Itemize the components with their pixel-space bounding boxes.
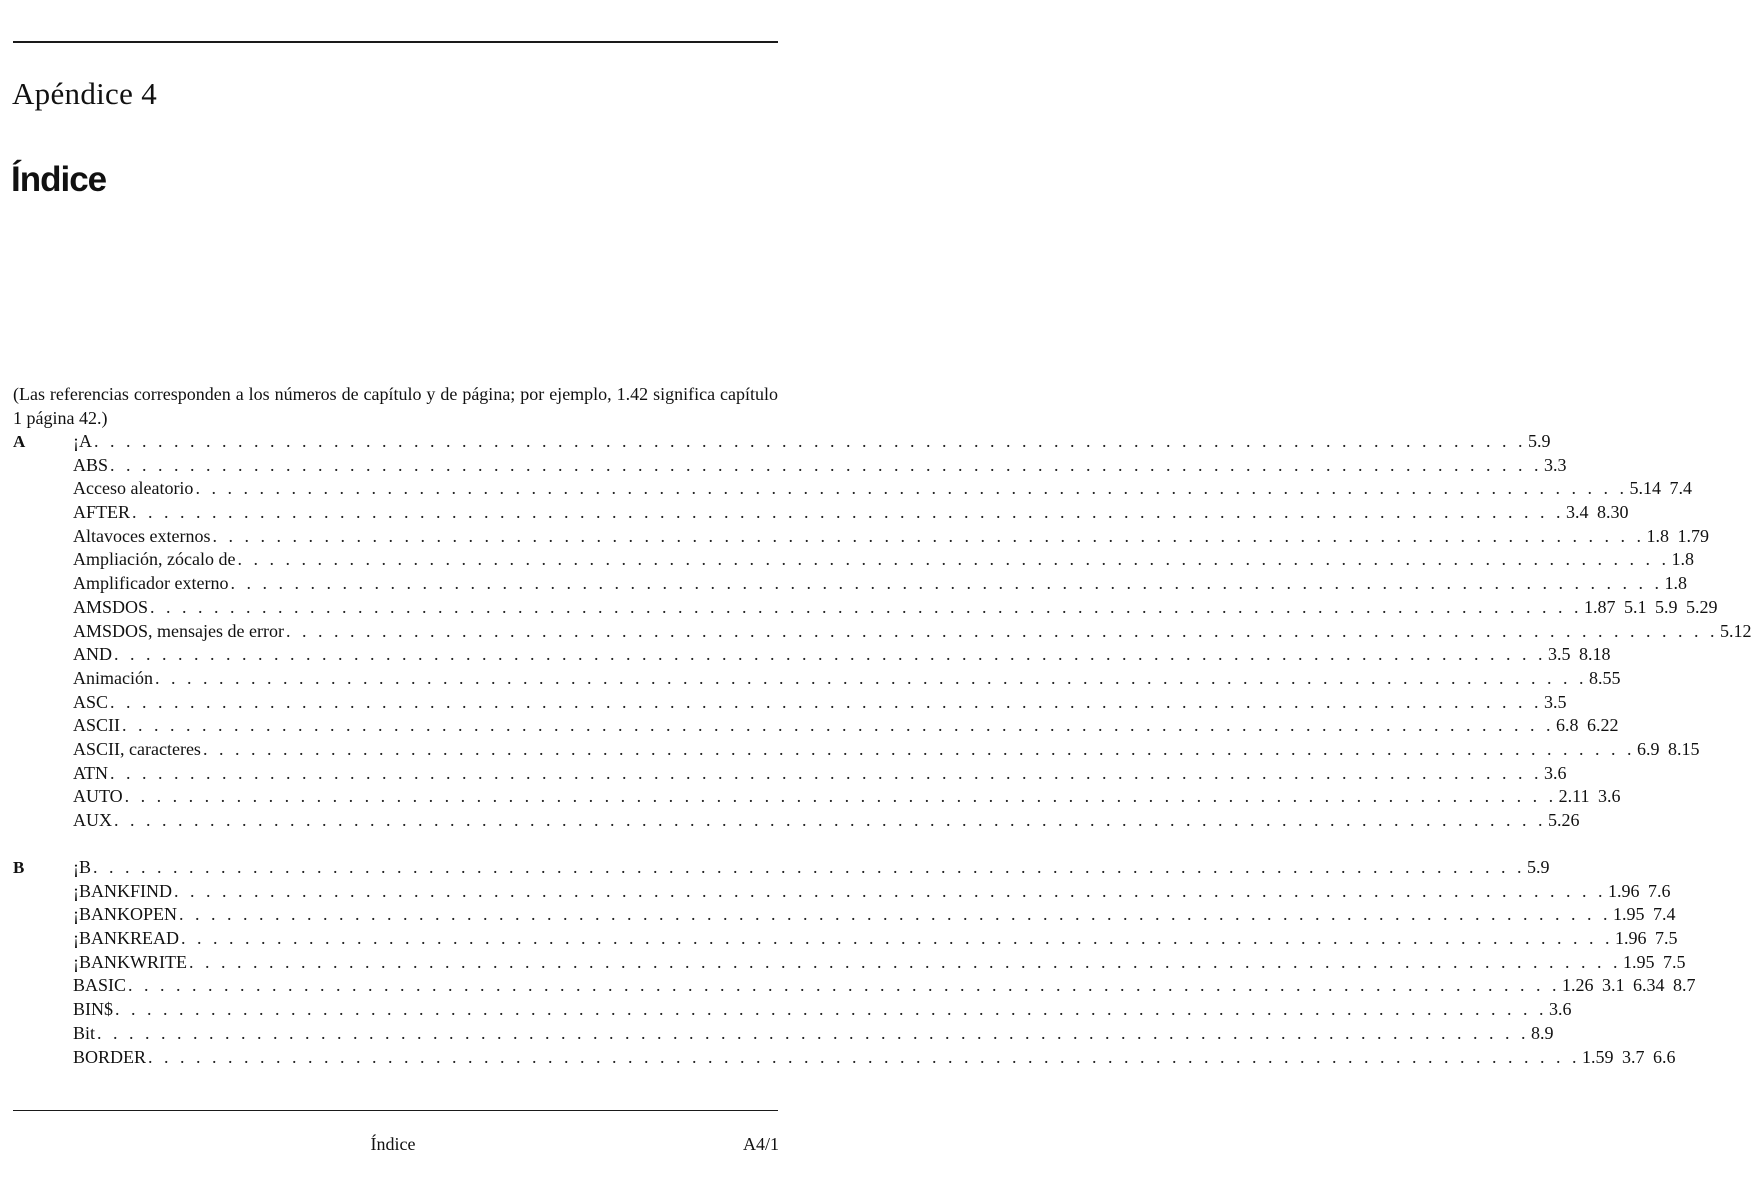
index-page-refs: 8.55 bbox=[1588, 667, 1621, 688]
index-entry bbox=[73, 430, 1551, 454]
dot-leader: . . . . . . . . . . . . . . . . . . . . . . . . . . . . . . . . . . . . . . . . . . . . . . . . . . . . . . . . . . . . . . . . . . . . . . . . . . . . . . . . . . . . . . . . . . bbox=[212, 525, 1645, 546]
index-term: ABS bbox=[73, 454, 109, 475]
dot-leader: . . . . . . . . . . . . . . . . . . . . . . . . . . . . . . . . . . . . . . . . . . . . . . . . . . . . . . . . . . . . . . . . . . . . . . . . . . . . . . . . . . . . . . . . . . bbox=[237, 549, 1670, 570]
index-term: Animación bbox=[73, 667, 153, 688]
index-term: BASIC bbox=[73, 975, 127, 996]
index-term: BORDER bbox=[73, 1046, 147, 1067]
index-entry bbox=[73, 620, 1751, 644]
index-page-refs: 1.26 3.1 6.34 8.7 bbox=[1562, 975, 1696, 996]
index-page-refs: 1.59 3.7 6.6 bbox=[1582, 1046, 1676, 1067]
dot-leader: . . . . . . . . . . . . . . . . . . . . . . . . . . . . . . . . . . . . . . . . . . . . . . . . . . . . . . . . . . . . . . . . . . . . . . . . . . . . . . . . . . . . . . . . . . bbox=[114, 644, 1546, 665]
index-entry bbox=[73, 643, 1611, 667]
index-page-refs: 3.6 bbox=[1549, 999, 1572, 1020]
index-page-refs: 5.26 bbox=[1548, 810, 1580, 830]
appendix-heading: Apéndice 4 bbox=[12, 76, 158, 111]
index-term: ¡A bbox=[73, 431, 92, 451]
index-entry bbox=[73, 525, 1709, 549]
index-term: ¡BANKFIND bbox=[73, 880, 172, 901]
index-term: Bit bbox=[73, 1022, 96, 1043]
index-entry bbox=[73, 974, 1696, 998]
index-page-refs: 1.8 1.79 bbox=[1646, 525, 1709, 546]
index-term: AUTO bbox=[73, 786, 123, 807]
index-entries bbox=[13, 856, 1696, 1069]
group-letter: B bbox=[13, 858, 25, 877]
index-page-refs: 1.95 7.5 bbox=[1622, 951, 1686, 972]
index-term: ¡B bbox=[73, 857, 91, 877]
dot-leader: . . . . . . . . . . . . . . . . . . . . . . . . . . . . . . . . . . . . . . . . . . . . . . . . . . . . . . . . . . . . . . . . . . . . . . . . . . . . . . . . . . . . . . . . . . bbox=[110, 691, 1543, 712]
dot-leader: . . . . . . . . . . . . . . . . . . . . . . . . . . . . . . . . . . . . . . . . . . . . . . . . . . . . . . . . . . . . . . . . . . . . . . . . . . . . . . . . . . . . . . . . . . bbox=[230, 573, 1663, 594]
dot-leader: . . . . . . . . . . . . . . . . . . . . . . . . . . . . . . . . . . . . . . . . . . . . . . . . . . . . . . . . . . . . . . . . . . . . . . . . . . . . . . . . . . . . . . . . . . bbox=[114, 810, 1546, 830]
index-page-refs: 1.87 5.1 5.9 5.29 bbox=[1584, 596, 1718, 617]
group-letter: A bbox=[13, 432, 26, 451]
index-term: ASCII bbox=[73, 715, 121, 736]
index-term: ¡BANKREAD bbox=[73, 928, 179, 949]
index-page-refs: 1.8 bbox=[1671, 549, 1694, 570]
index-term: Altavoces externos bbox=[73, 525, 211, 546]
index-entry bbox=[73, 454, 1567, 478]
index-term: ASC bbox=[73, 691, 109, 712]
index-entry bbox=[73, 572, 1687, 596]
dot-leader: . . . . . . . . . . . . . . . . . . . . . . . . . . . . . . . . . . . . . . . . . . . . . . . . . . . . . . . . . . . . . . . . . . . . . . . . . . . . . . . . . . . . . . . . . . bbox=[285, 620, 1718, 641]
dot-leader: . . . . . . . . . . . . . . . . . . . . . . . . . . . . . . . . . . . . . . . . . . . . . . . . . . . . . . . . . . . . . . . . . . . . . . . . . . . . . . . . . . . . . . . . . . bbox=[195, 478, 1628, 499]
index-page-refs: 1.8 bbox=[1664, 573, 1687, 594]
index-page-refs: 3.3 bbox=[1544, 454, 1567, 475]
index-term: ¡BANKWRITE bbox=[73, 951, 187, 972]
index-page-refs: 1.95 7.4 bbox=[1613, 904, 1676, 925]
index-entry bbox=[73, 667, 1621, 691]
page-title: Índice bbox=[11, 160, 107, 199]
dot-leader: . . . . . . . . . . . . . . . . . . . . . . . . . . . . . . . . . . . . . . . . . . . . . . . . . . . . . . . . . . . . . . . . . . . . . . . . . . . . . . . . . . . . . . . . . . bbox=[154, 667, 1587, 688]
index-entry bbox=[73, 738, 1700, 762]
dot-leader: . . . . . . . . . . . . . . . . . . . . . . . . . . . . . . . . . . . . . . . . . . . . . . . . . . . . . . . . . . . . . . . . . . . . . . . . . . . . . . . . . . . . . . . . . . bbox=[93, 857, 1525, 877]
dot-leader: . . . . . . . . . . . . . . . . . . . . . . . . . . . . . . . . . . . . . . . . . . . . . . . . . . . . . . . . . . . . . . . . . . . . . . . . . . . . . . . . . . . . . . . . . . bbox=[110, 762, 1542, 783]
index-page-refs: 3.4 8.30 bbox=[1566, 502, 1629, 523]
index-entry bbox=[73, 477, 1692, 501]
index-term: ASCII, caracteres bbox=[73, 738, 201, 759]
index-entry bbox=[73, 880, 1671, 904]
index-term: AMSDOS, mensajes de error bbox=[73, 620, 284, 641]
dot-leader: . . . . . . . . . . . . . . . . . . . . . . . . . . . . . . . . . . . . . . . . . . . . . . . . . . . . . . . . . . . . . . . . . . . . . . . . . . . . . . . . . . . . . . . . . . bbox=[150, 596, 1583, 617]
index-entry bbox=[73, 501, 1629, 525]
index-page-refs: 3.6 bbox=[1544, 762, 1567, 783]
dot-leader: . . . . . . . . . . . . . . . . . . . . . . . . . . . . . . . . . . . . . . . . . . . . . . . . . . . . . . . . . . . . . . . . . . . . . . . . . . . . . . . . . . . . . . . . . . bbox=[148, 1046, 1581, 1067]
index-term: AND bbox=[73, 644, 112, 665]
index-term: AUX bbox=[73, 810, 112, 830]
index-term: Acceso aleatorio bbox=[73, 478, 194, 499]
index-entries bbox=[13, 430, 1751, 833]
index-entry bbox=[73, 596, 1718, 620]
index-page-refs: 2.11 3.6 bbox=[1558, 786, 1621, 807]
index-term: Amplificador externo bbox=[73, 573, 229, 594]
index-term: ATN bbox=[73, 762, 108, 783]
dot-leader: . . . . . . . . . . . . . . . . . . . . . . . . . . . . . . . . . . . . . . . . . . . . . . . . . . . . . . . . . . . . . . . . . . . . . . . . . . . . . . . . . . . . . . . . . . bbox=[122, 715, 1555, 736]
index-page-refs: 1.96 7.6 bbox=[1608, 880, 1671, 901]
index-entry bbox=[73, 548, 1694, 572]
index-entry bbox=[73, 1022, 1554, 1046]
index-entry bbox=[73, 1046, 1676, 1070]
index-group-b bbox=[13, 856, 1696, 1069]
index-entry bbox=[73, 809, 1580, 833]
index-entry bbox=[73, 951, 1686, 975]
index-page-refs: 3.5 8.18 bbox=[1548, 644, 1611, 665]
dot-leader: . . . . . . . . . . . . . . . . . . . . . . . . . . . . . . . . . . . . . . . . . . . . . . . . . . . . . . . . . . . . . . . . . . . . . . . . . . . . . . . . . . . . . . . . . . bbox=[181, 928, 1613, 949]
index-term: ¡BANKOPEN bbox=[73, 904, 178, 925]
index-term: BIN$ bbox=[73, 999, 113, 1020]
index-term: AFTER bbox=[73, 502, 131, 523]
index-entry bbox=[73, 927, 1678, 951]
intro-note: (Las referencias corresponden a los números de capítulo y de página; por ejemplo, 1.42 significa capítulo 1 página 42.) bbox=[13, 384, 778, 428]
dot-leader: . . . . . . . . . . . . . . . . . . . . . . . . . . . . . . . . . . . . . . . . . . . . . . . . . . . . . . . . . . . . . . . . . . . . . . . . . . . . . . . . . . . . . . . . . . bbox=[202, 738, 1635, 759]
dot-leader: . . . . . . . . . . . . . . . . . . . . . . . . . . . . . . . . . . . . . . . . . . . . . . . . . . . . . . . . . . . . . . . . . . . . . . . . . . . . . . . . . . . . . . . . . . bbox=[188, 951, 1621, 972]
index-page-refs: 5.9 bbox=[1528, 431, 1551, 451]
dot-leader: . . . . . . . . . . . . . . . . . . . . . . . . . . . . . . . . . . . . . . . . . . . . . . . . . . . . . . . . . . . . . . . . . . . . . . . . . . . . . . . . . . . . . . . . . . bbox=[94, 431, 1526, 451]
footer-page-number: A4/1 bbox=[743, 1134, 779, 1154]
index-entry bbox=[73, 762, 1567, 786]
index-entry bbox=[73, 998, 1572, 1022]
dot-leader: . . . . . . . . . . . . . . . . . . . . . . . . . . . . . . . . . . . . . . . . . . . . . . . . . . . . . . . . . . . . . . . . . . . . . . . . . . . . . . . . . . . . . . . . . . bbox=[179, 904, 1612, 925]
index-entry bbox=[73, 903, 1676, 927]
index-page-refs: 5.12 bbox=[1719, 620, 1751, 641]
index-page-refs: 6.8 6.22 bbox=[1556, 715, 1619, 736]
index-entry bbox=[73, 691, 1567, 715]
index-page-refs: 1.96 7.5 bbox=[1615, 928, 1678, 949]
index-page-refs: 6.9 8.15 bbox=[1636, 738, 1700, 759]
footer-section-title: Índice bbox=[370, 1134, 416, 1154]
index-page-refs: 3.5 bbox=[1544, 691, 1567, 712]
dot-leader: . . . . . . . . . . . . . . . . . . . . . . . . . . . . . . . . . . . . . . . . . . . . . . . . . . . . . . . . . . . . . . . . . . . . . . . . . . . . . . . . . . . . . . . . . . bbox=[174, 880, 1606, 901]
dot-leader: . . . . . . . . . . . . . . . . . . . . . . . . . . . . . . . . . . . . . . . . . . . . . . . . . . . . . . . . . . . . . . . . . . . . . . . . . . . . . . . . . . . . . . . . . . bbox=[97, 1022, 1530, 1043]
dot-leader: . . . . . . . . . . . . . . . . . . . . . . . . . . . . . . . . . . . . . . . . . . . . . . . . . . . . . . . . . . . . . . . . . . . . . . . . . . . . . . . . . . . . . . . . . . bbox=[110, 454, 1543, 475]
index-page-refs: 5.9 bbox=[1527, 857, 1550, 877]
index-page-refs: 5.14 7.4 bbox=[1629, 478, 1692, 499]
index-entry bbox=[73, 856, 1550, 880]
top-rule bbox=[13, 41, 778, 43]
index-entry bbox=[73, 714, 1619, 738]
bottom-rule bbox=[13, 1110, 778, 1111]
index-entry bbox=[73, 785, 1621, 809]
index-page-refs: 8.9 bbox=[1531, 1022, 1554, 1043]
index-term: AMSDOS bbox=[73, 596, 149, 617]
dot-leader: . . . . . . . . . . . . . . . . . . . . . . . . . . . . . . . . . . . . . . . . . . . . . . . . . . . . . . . . . . . . . . . . . . . . . . . . . . . . . . . . . . . . . . . . . . bbox=[115, 999, 1547, 1020]
dot-leader: . . . . . . . . . . . . . . . . . . . . . . . . . . . . . . . . . . . . . . . . . . . . . . . . . . . . . . . . . . . . . . . . . . . . . . . . . . . . . . . . . . . . . . . . . . bbox=[124, 786, 1557, 807]
dot-leader: . . . . . . . . . . . . . . . . . . . . . . . . . . . . . . . . . . . . . . . . . . . . . . . . . . . . . . . . . . . . . . . . . . . . . . . . . . . . . . . . . . . . . . . . . . bbox=[132, 502, 1565, 523]
index-group-a bbox=[13, 430, 1751, 833]
index-term: Ampliación, zócalo de bbox=[73, 549, 236, 570]
dot-leader: . . . . . . . . . . . . . . . . . . . . . . . . . . . . . . . . . . . . . . . . . . . . . . . . . . . . . . . . . . . . . . . . . . . . . . . . . . . . . . . . . . . . . . . . . . bbox=[128, 975, 1561, 996]
